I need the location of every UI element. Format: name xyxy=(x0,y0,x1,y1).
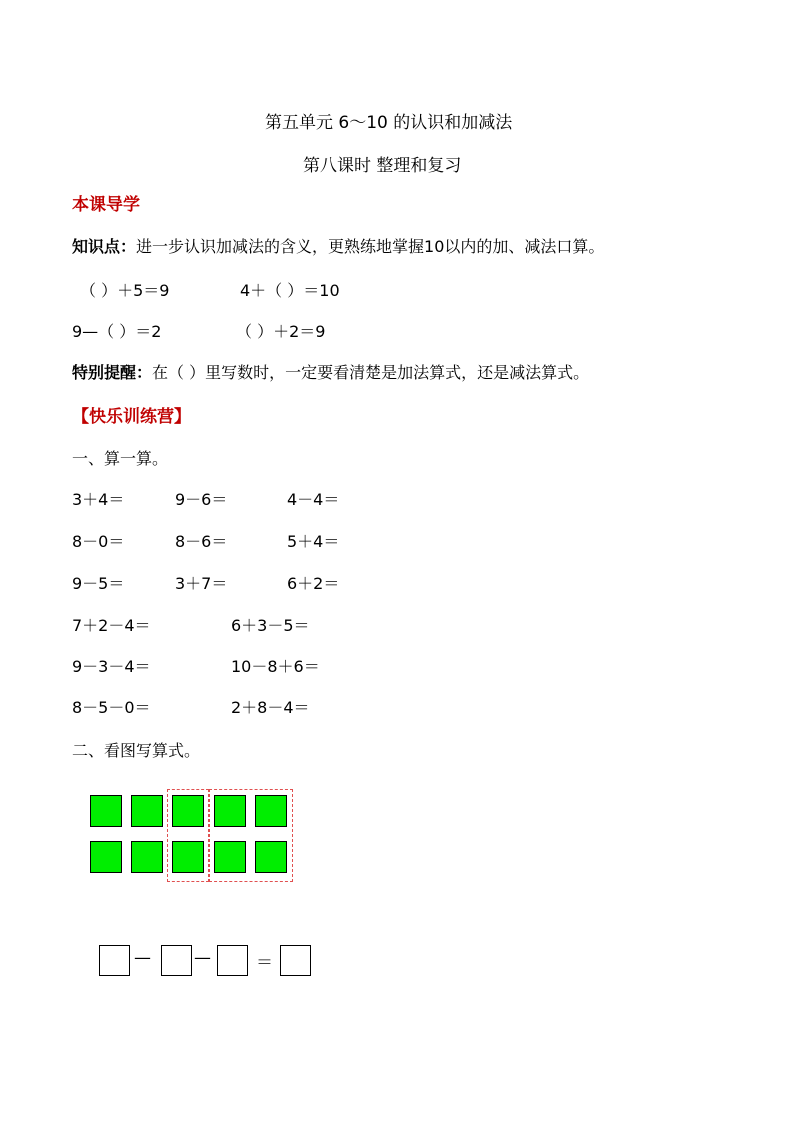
green-square xyxy=(131,795,163,827)
reminder-text: 在（ ）里写数时，一定要看清楚是加法算式，还是减法算式。 xyxy=(152,363,590,382)
calc-item: 8－6＝ xyxy=(175,532,228,551)
reminder-label: 特别提醒： xyxy=(72,363,153,382)
practice-heading: 【快乐训练营】 xyxy=(72,407,191,427)
section1-heading: 一、算一算。 xyxy=(72,449,169,468)
knowledge-text: 进一步认识加减法的含义，更熟练地掌握10以内的加、减法口算。 xyxy=(136,237,605,256)
calc-item: 8－0＝ xyxy=(72,532,125,551)
example-row-2 xyxy=(72,319,161,342)
answer-box-1[interactable] xyxy=(99,945,130,976)
guide-heading: 本课导学 xyxy=(72,195,140,215)
green-square xyxy=(90,795,122,827)
page-subtitle: 第八课时 整理和复习 xyxy=(303,156,462,176)
calc-item: 9－3－4＝ xyxy=(72,657,151,676)
dashed-group-2 xyxy=(209,789,293,882)
equals-sign: ＝ xyxy=(256,953,273,973)
calc-item: 9－6＝ xyxy=(175,490,228,509)
calc-item: 10－8＋6＝ xyxy=(231,657,320,676)
dashed-group-1 xyxy=(167,789,209,882)
calc-item: 2＋8－4＝ xyxy=(231,698,310,717)
minus-sign-1: — xyxy=(134,948,151,968)
answer-box-3[interactable] xyxy=(217,945,248,976)
example-item: （ ）＋2＝9 xyxy=(236,322,326,341)
special-reminder xyxy=(72,360,589,383)
calc-item: 9－5＝ xyxy=(72,574,125,593)
calc-item: 7＋2－4＝ xyxy=(72,616,151,635)
calc-item: 5＋4＝ xyxy=(287,532,340,551)
answer-box-2[interactable] xyxy=(161,945,192,976)
example-item: 4＋（ ）＝10 xyxy=(240,281,340,300)
green-square xyxy=(90,841,122,873)
example-item: （ ）＋5＝9 xyxy=(80,281,170,300)
green-square xyxy=(131,841,163,873)
knowledge-point xyxy=(72,234,604,257)
example-row-1b xyxy=(240,278,340,301)
minus-sign-2: — xyxy=(194,948,211,968)
example-row-1 xyxy=(80,278,169,301)
calc-item: 6＋2＝ xyxy=(287,574,340,593)
example-row-2b xyxy=(236,319,325,342)
knowledge-label: 知识点： xyxy=(72,237,137,256)
example-item: 9—（ ）＝2 xyxy=(72,322,162,341)
calc-item: 6＋3－5＝ xyxy=(231,616,310,635)
calc-item: 3＋4＝ xyxy=(72,490,125,509)
section2-heading: 二、看图写算式。 xyxy=(72,741,201,760)
calc-item: 3＋7＝ xyxy=(175,574,228,593)
page-title: 第五单元 6～10 的认识和加减法 xyxy=(265,113,513,133)
calc-item: 4－4＝ xyxy=(287,490,340,509)
calc-item: 8－5－0＝ xyxy=(72,698,151,717)
answer-box-4[interactable] xyxy=(280,945,311,976)
